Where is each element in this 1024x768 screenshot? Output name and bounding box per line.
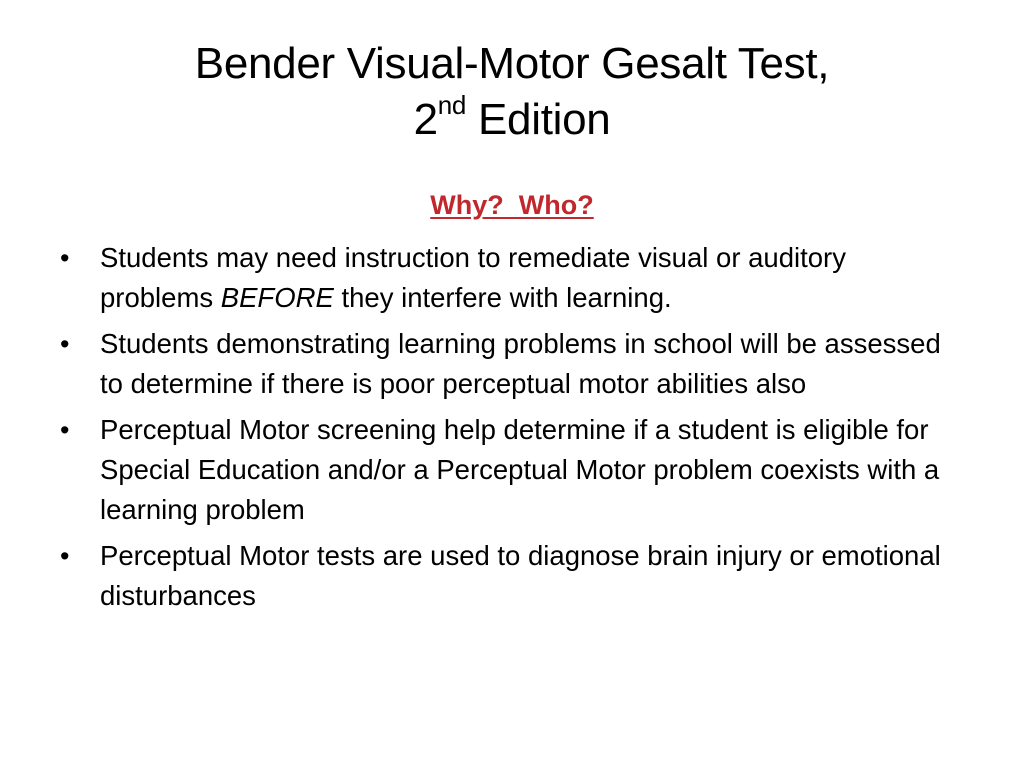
bullet-text-part: Students may need instruction to remediate visual or auditory problems xyxy=(100,242,846,313)
slide-title xyxy=(60,36,964,148)
bullet-text: Students demonstrating learning problems in school will be assessed to determine if there is poor perceptual motor abilities also xyxy=(100,328,941,399)
bullet-text xyxy=(100,242,846,313)
bullet-icon: • xyxy=(60,243,70,273)
bullet-item-3 xyxy=(60,410,960,530)
title-edition-word: Edition xyxy=(478,95,611,144)
bullet-item-1 xyxy=(60,238,960,318)
slide-subtitle: Why? Who? xyxy=(430,190,594,220)
bullet-icon: • xyxy=(60,415,70,445)
title-edition-suffix: nd xyxy=(437,90,467,120)
title-line-1: Bender Visual-Motor Gesalt Test, xyxy=(194,39,830,88)
bullet-item-2 xyxy=(60,324,960,404)
bullet-icon: • xyxy=(60,329,70,359)
bullet-text: Perceptual Motor screening help determine if a student is eligible for Special Education and/or a Perceptual Motor problem coexists with a learning problem xyxy=(100,414,940,525)
bullet-emphasis: BEFORE xyxy=(220,282,334,313)
bullet-icon: • xyxy=(60,541,70,571)
bullet-item-4 xyxy=(60,536,960,616)
title-edition-number: 2 xyxy=(413,95,438,144)
bullet-text-part: they interfere with learning. xyxy=(333,282,672,313)
bullet-text: Perceptual Motor tests are used to diagnose brain injury or emotional disturbances xyxy=(100,540,941,611)
bullet-list xyxy=(60,238,960,622)
